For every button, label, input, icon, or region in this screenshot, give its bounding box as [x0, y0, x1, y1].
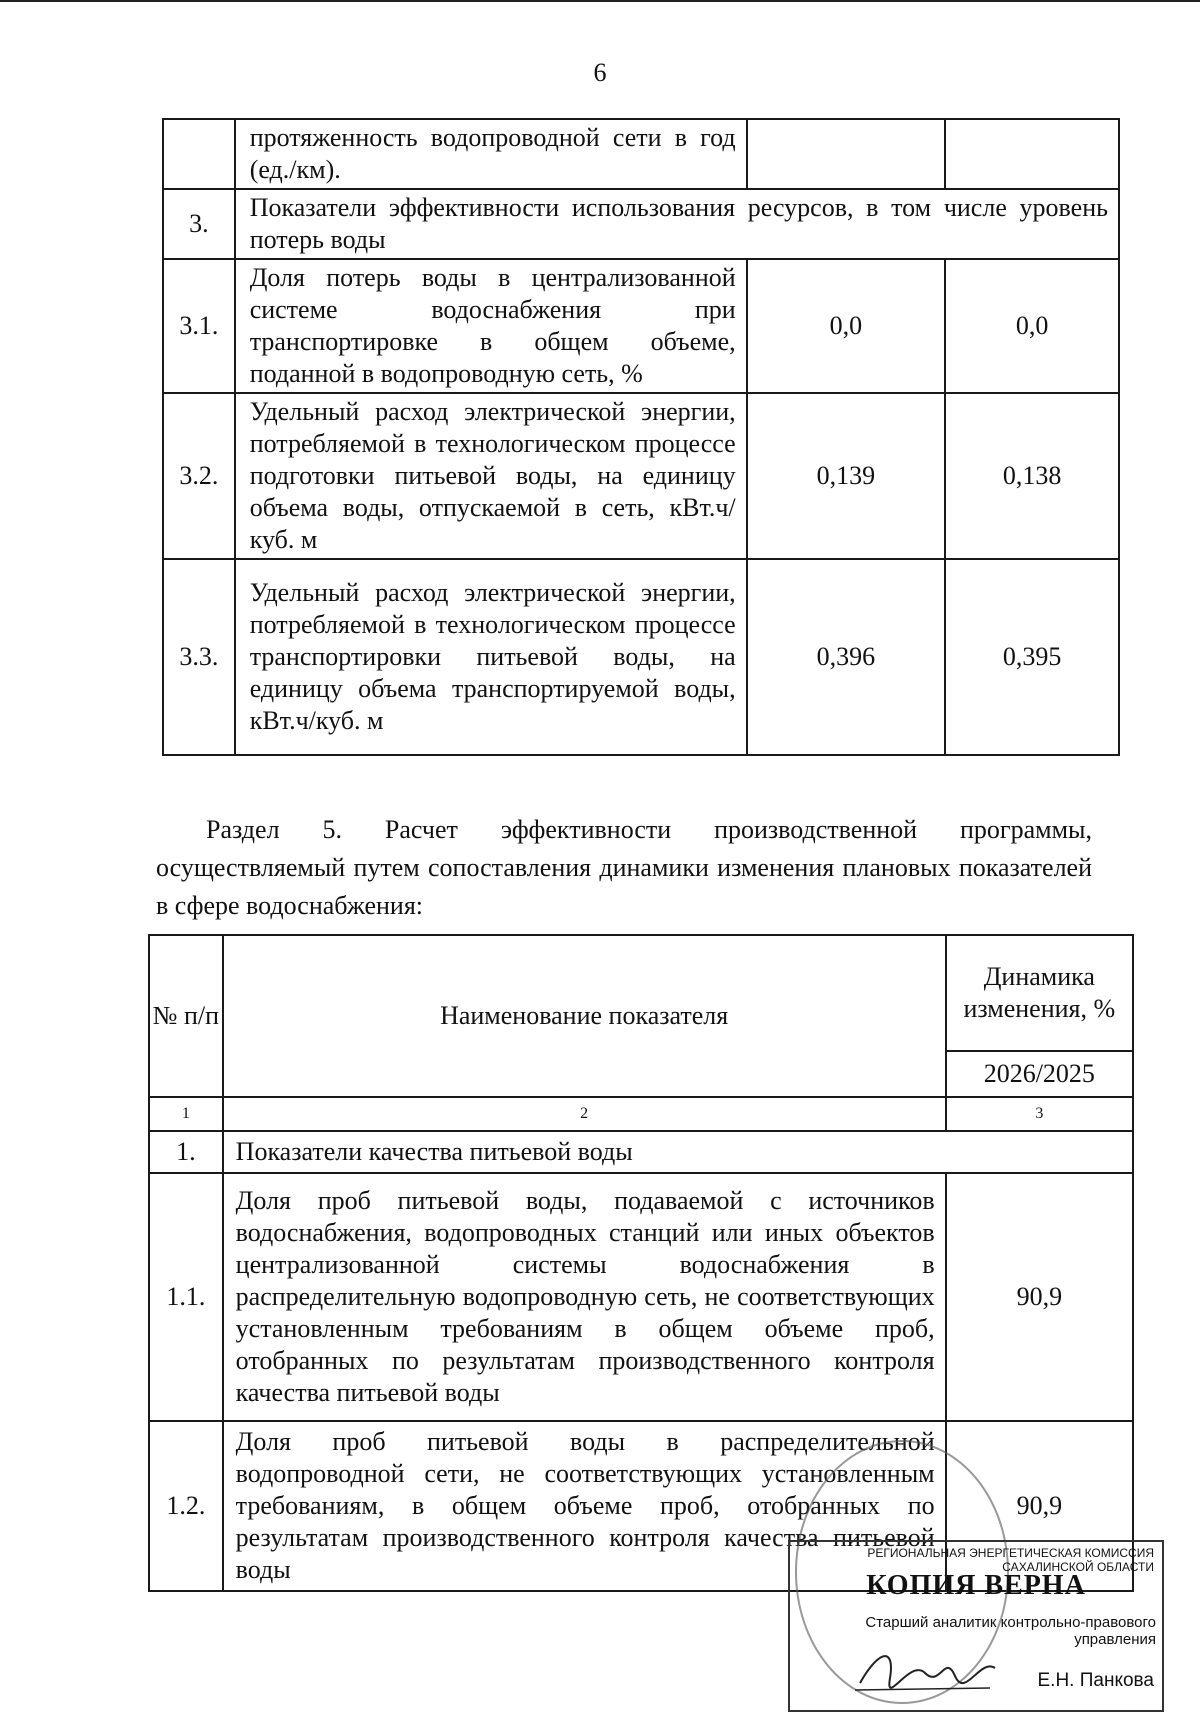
table-row: [149, 1173, 1133, 1421]
section-5-paragraph: Раздел 5. Расчет эффективности производственной программы, осуществляемый путем сопоставления динамики изменения плановых показателей в сфере водоснабжения:: [156, 815, 1092, 920]
row-number: 1.: [149, 1131, 223, 1173]
indicator-name: Доля проб питьевой воды в распределительной водопроводной сети, не соответствующих установленным требованиям, в общем объеме проб, отобранных по результатам производственного контроля качества питьевой воды: [223, 1421, 946, 1591]
table-row: [163, 559, 1119, 755]
row-number: 1.1.: [149, 1173, 223, 1421]
section-heading: Показатели качества питьевой воды: [223, 1131, 1133, 1173]
row-number: 3.3.: [163, 559, 235, 755]
row-number: 3.1.: [163, 259, 235, 393]
value-cell: 0,0: [747, 259, 946, 393]
row-number: 1.2.: [149, 1421, 223, 1591]
indicator-name: Удельный расход электрической энергии, потребляемой в технологическом процессе транспортировки питьевой воды, на единицу объема транспортируемой воды, кВт.ч/куб. м: [235, 559, 747, 755]
table-header-row: [149, 935, 1133, 1051]
table-row: [149, 1131, 1133, 1173]
stamp-title: КОПИЯ ВЕРНА: [866, 1570, 1086, 1601]
header-indicator-name: Наименование показателя: [223, 935, 946, 1097]
indicator-name: Удельный расход электрической энергии, потребляемой в технологическом процессе подготовки питьевой воды, на единицу объема воды, отпускаемой в сеть, кВт.ч/куб. м: [235, 393, 747, 559]
page-number: 6: [593, 58, 607, 87]
value-cell: 90,9: [946, 1173, 1133, 1421]
indicator-name: протяженность водопроводной сети в год (ед./км).: [235, 119, 747, 189]
indicator-name: Доля потерь воды в централизованной системе водоснабжения при транспортировке в общем объеме, поданной в водопроводную сеть, %: [235, 259, 747, 393]
value-cell: [945, 119, 1119, 189]
value-cell: 0,139: [747, 393, 946, 559]
column-index: 2: [223, 1097, 946, 1131]
signature: [850, 1638, 1000, 1698]
value-cell: [747, 119, 946, 189]
stamp-signer-name: Е.Н. Панкова: [1037, 1670, 1154, 1691]
indicators-table-continued: [162, 118, 1120, 756]
value-cell: 0,0: [945, 259, 1119, 393]
value-cell: 90,9: [946, 1421, 1133, 1591]
value-cell: 0,395: [945, 559, 1119, 755]
table-row: [163, 393, 1119, 559]
column-index-row: [149, 1097, 1133, 1131]
row-number: [163, 119, 235, 189]
stamp-organization: РЕГИОНАЛЬНАЯ ЭНЕРГЕТИЧЕСКАЯ КОМИССИЯ САХАЛИНСКОЙ ОБЛАСТИ: [867, 1546, 1154, 1574]
table-row: [163, 259, 1119, 393]
header-dynamics: Динамика изменения, %: [946, 935, 1133, 1051]
column-index: 3: [946, 1097, 1133, 1131]
row-number: 3.2.: [163, 393, 235, 559]
header-number: № п/п: [149, 935, 223, 1097]
column-index: 1: [149, 1097, 223, 1131]
stamp-role: Старший аналитик контрольно-правового управления: [865, 1614, 1156, 1648]
section-heading: Показатели эффективности использования ресурсов, в том числе уровень потерь воды: [235, 189, 1119, 259]
certification-stamp: [788, 1540, 1164, 1712]
table-row: [163, 119, 1119, 189]
table-row: [163, 189, 1119, 259]
value-cell: 0,396: [747, 559, 946, 755]
value-cell: 0,138: [945, 393, 1119, 559]
indicator-name: Доля проб питьевой воды, подаваемой с источников водоснабжения, водопроводных станций или иных объектов централизованной системы водоснабжения в распределительную водопроводную сеть, не соответствующих установленным требованиям в общем объеме проб, отобранных по результатам производственного контроля качества питьевой воды: [223, 1173, 946, 1421]
header-period: 2026/2025: [946, 1051, 1133, 1097]
row-number: 3.: [163, 189, 235, 259]
top-border-line: [0, 0, 1200, 2]
